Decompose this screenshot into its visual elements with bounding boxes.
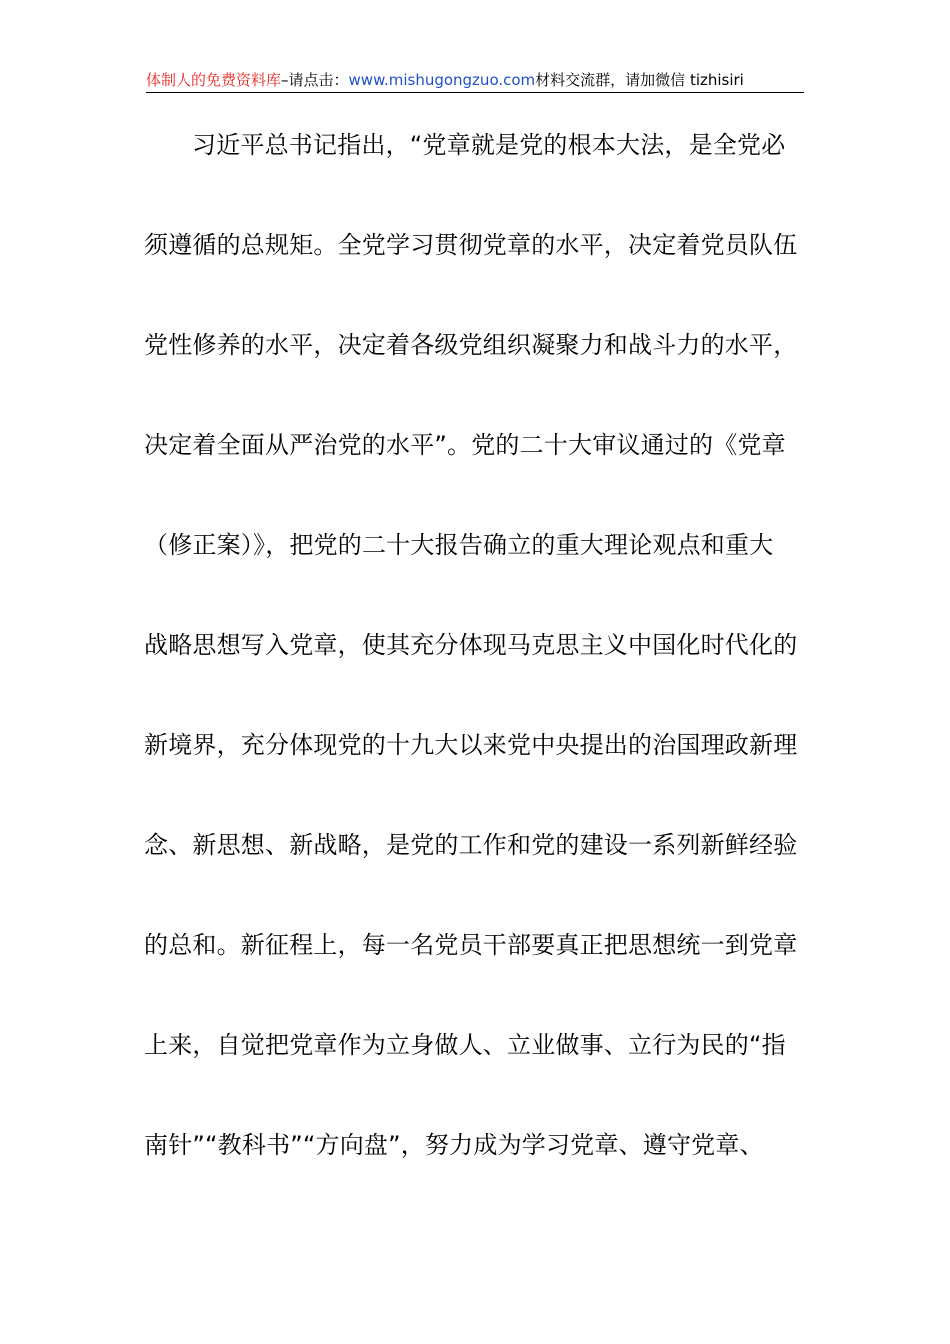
paragraph-line: 念、新思想、新战略，是党的工作和党的建设一系列新鲜经验	[144, 831, 798, 859]
page-header	[146, 68, 804, 93]
paragraph-line: （修正案）》，把党的二十大报告确立的重大理论观点和重大	[144, 531, 774, 559]
paragraph-line: 决定着全面从严治党的水平”。党的二十大审议通过的《党章	[144, 431, 786, 459]
paragraph-line: 习近平总书记指出，“党章就是党的根本大法，是全党必	[192, 131, 786, 159]
header-brand: 体制人的免费资料库	[146, 71, 282, 89]
paragraph-line: 战略思想写入党章，使其充分体现马克思主义中国化时代化的	[144, 631, 798, 659]
paragraph-line: 党性修养的水平，决定着各级党组织凝聚力和战斗力的水平，	[144, 331, 798, 359]
header-contact: 材料交流群，请加微信 tizhisiri	[535, 71, 744, 89]
paragraph-line: 须遵循的总规矩。全党学习贯彻党章的水平，决定着党员队伍	[144, 231, 798, 259]
paragraph-line: 新境界，充分体现党的十九大以来党中央提出的治国理政新理	[144, 731, 798, 759]
header-link[interactable]: www.mishugongzuo.com	[348, 71, 536, 89]
paragraph-line: 南针”“教科书”“方向盘”，努力成为学习党章、遵守党章、	[144, 1131, 764, 1159]
paragraph-line: 上来，自觉把党章作为立身做人、立业做事、立行为民的“指	[144, 1031, 786, 1059]
header-prompt: –请点击：	[281, 71, 349, 89]
paragraph-line: 的总和。新征程上，每一名党员干部要真正把思想统一到党章	[144, 931, 798, 959]
